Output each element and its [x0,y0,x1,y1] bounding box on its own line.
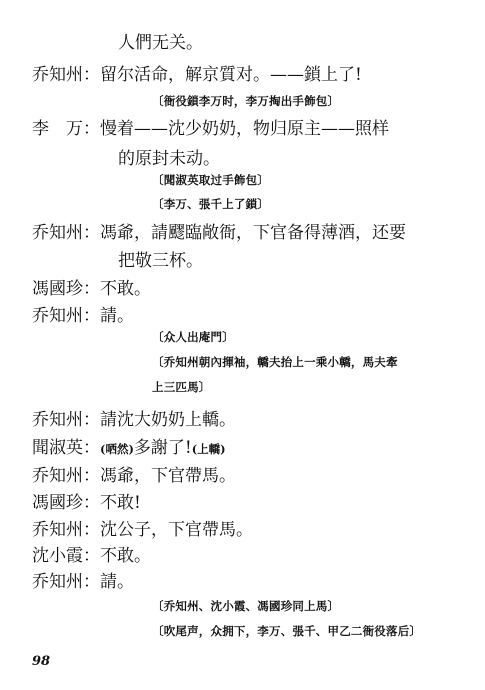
stage-note: (上轎) [191,442,226,456]
speaker-name: 沈小霞： [32,546,100,566]
dialogue-text: 沈公子，下官帶馬。 [100,520,253,540]
stage-direction: 〔乔知州朝內揮袖，轎夫抬上一乘小轎，馬夫牽 [152,355,398,369]
dialogue-text: 請沈大奶奶上轎。 [100,410,236,430]
stage-direction: 上三匹馬〕 [152,380,211,394]
dialogue-text: 慢着——沈少奶奶，物归原主——照样 [100,119,389,139]
dialogue-text: 請。 [100,572,134,592]
stage-direction: 〔李万、張千上了鎖〕 [152,197,269,211]
speaker-name: 乔知州： [32,572,100,592]
dialogue-text: 留尔活命，解京質对。——鎖上了! [100,65,362,85]
dialogue-text: 不敢。 [100,279,151,299]
dialogue-line [32,515,253,540]
dialogue-text: 多謝了! [133,438,192,458]
dialogue-line [32,567,134,592]
dialogue-text: 不敢。 [100,546,151,566]
speaker-name: 乔知州： [32,306,100,326]
dialogue-line [118,144,220,169]
dialogue-line [118,28,203,53]
speaker-name: 乔知州： [32,223,100,243]
speaker-name: 聞淑英： [32,438,100,458]
speaker-name: 馮國珍： [32,279,100,299]
page-number: 98 [32,654,51,669]
dialogue-line [118,246,203,271]
speaker-name: 李 万： [32,119,100,139]
speaker-name: 馮國珍： [32,493,100,513]
dialogue-line [32,301,134,326]
speaker-name: 乔知州： [32,65,100,85]
dialogue-line [32,541,151,566]
dialogue-line [32,433,226,458]
stage-direction: 〔乔知州、沈小霞、馮國珍同上馬〕 [152,599,340,613]
dialogue-line [32,274,151,299]
dialogue-line [32,218,406,243]
speaker-name: 乔知州： [32,410,100,430]
dialogue-line [32,461,236,486]
dialogue-text: 人們无关。 [118,33,203,53]
speaker-name: 乔知州： [32,466,100,486]
stage-direction: 〔吹尾声，众拥下，李万、張千、甲乙二衙役落后〕 [152,624,422,638]
dialogue-text: 請。 [100,306,134,326]
dialogue-line [32,405,236,430]
stage-direction: 〔衙役鎖李万时，李万掏出手飾包〕 [152,94,340,108]
dialogue-line [32,114,389,139]
dialogue-line [32,488,141,513]
dialogue-line [32,60,362,85]
dialogue-text: 馮爺，請飂臨敞衙，下官备得薄酒，还要 [100,223,406,243]
dialogue-text: 把敬三杯。 [118,251,203,271]
stage-note: (哂然) [100,442,134,456]
dialogue-text: 不敢! [100,493,141,513]
stage-direction: 〔聞淑英取过手飾包〕 [152,173,269,187]
speaker-name: 乔知州： [32,520,100,540]
stage-direction: 〔众人出庵門〕 [152,330,234,344]
dialogue-text: 馮爺，下官帶馬。 [100,466,236,486]
dialogue-text: 的原封未动。 [118,149,220,169]
